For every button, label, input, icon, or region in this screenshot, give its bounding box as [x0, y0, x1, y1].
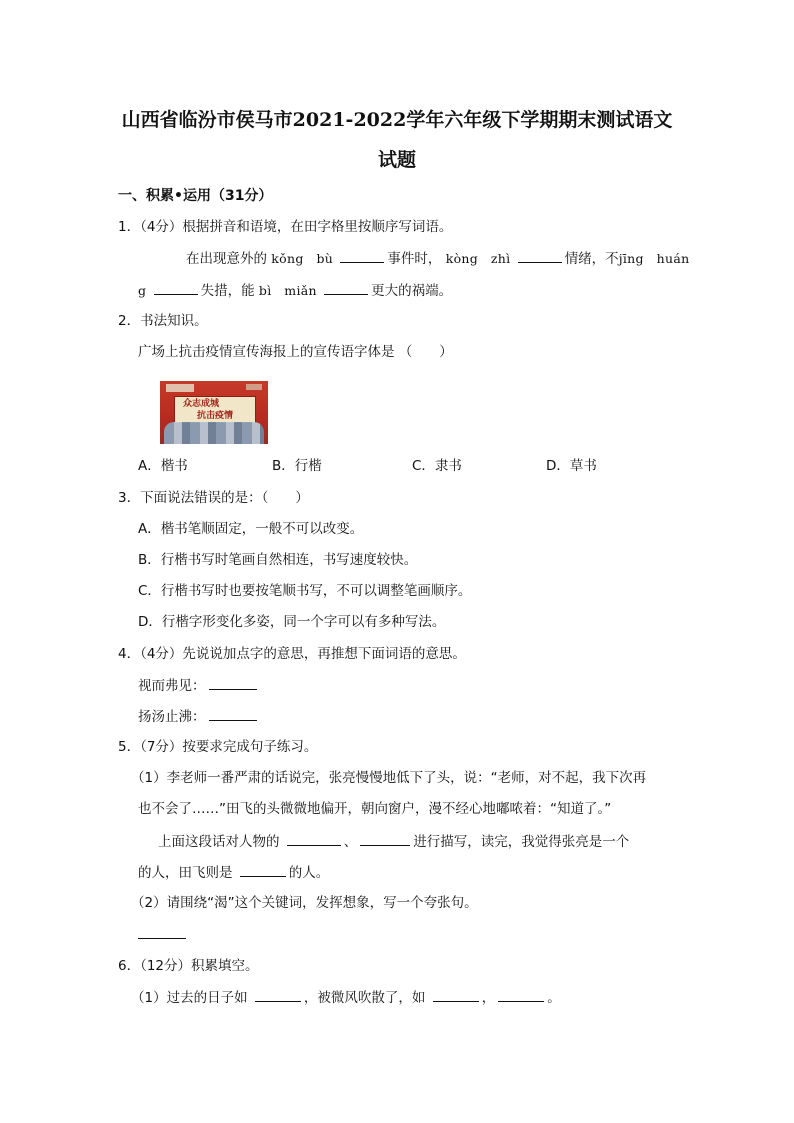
question-3-stem: 3．下面说法错误的是：（ ）: [118, 490, 309, 506]
q3-option-b[interactable]: B．行楷书写时笔画自然相连，书写速度较快。: [138, 552, 418, 568]
pinyin-jinghuang-end: g: [138, 283, 147, 298]
q6-text-a: （1）过去的日子如: [131, 990, 248, 1006]
option-b[interactable]: B．行楷: [272, 458, 322, 474]
question-2-text: 广场上抗击疫情宣传海报上的宣传语字体是 （ ）: [138, 344, 453, 360]
question-5-stem: 5．（7分）按要求完成句子练习。: [118, 739, 318, 755]
q5-part-2: （2）请围绕“渴”这个关键词，发挥想象，写一个夸张句。: [131, 895, 478, 911]
question-4-stem: 4．（4分）先说说加点字的意思，再推想下面词语的意思。: [118, 646, 466, 662]
question-1-line-1: [186, 249, 689, 268]
q6-text-d: 。: [547, 990, 561, 1006]
q5-fill-text-d: 的人。: [288, 865, 330, 881]
pinyin-jinghuang: jīng huán: [618, 251, 690, 266]
q3-option-a[interactable]: A．楷书笔顺固定，一般不可以改变。: [138, 521, 364, 537]
q3-option-c[interactable]: C．行楷书写时也要按笔顺书写，不可以调整笔画顺序。: [138, 583, 472, 599]
question-1-line-2: [138, 281, 452, 300]
poster-slogan-2: 抗击疫情: [197, 411, 234, 421]
answer-blank-3[interactable]: [154, 281, 198, 295]
option-d[interactable]: D．草书: [546, 458, 597, 474]
q1-text-a: 在出现意外的: [186, 251, 267, 267]
pinyin-kongbu: kǒng bù: [271, 251, 334, 266]
q5-fill-text-b: 进行描写，读完，我觉得张亮是一个: [413, 834, 630, 850]
q1-text-d: 失措，能: [200, 283, 255, 299]
q5-fill-text-a: 上面这段话对人物的: [158, 834, 280, 850]
q1-text-b: 事件时，: [387, 251, 442, 267]
answer-blank-1[interactable]: [340, 249, 384, 263]
question-2-stem: 2．书法知识。: [118, 313, 208, 329]
poster-image: [160, 381, 268, 444]
q4-word-2: [138, 707, 260, 726]
q6-answer-2[interactable]: [433, 988, 479, 1002]
option-c[interactable]: C．隶书: [412, 458, 462, 474]
q4-word-1: [138, 676, 260, 695]
q5-answer-3[interactable]: [240, 863, 286, 877]
poster-slogan-1: 众志成城: [183, 399, 220, 409]
option-a[interactable]: A．楷书: [138, 458, 188, 474]
q6-text-c: ，: [481, 990, 496, 1006]
poster-slogan-band: [174, 396, 256, 424]
answer-blank-4[interactable]: [324, 281, 368, 295]
q5-answer-2[interactable]: [360, 832, 410, 846]
poster-badge: [246, 384, 262, 390]
q5-fill-line-1: [158, 832, 629, 851]
q5-fill-text-c: 的人，田飞则是: [138, 865, 233, 881]
q4-word-1-label: 视而弗见：: [138, 678, 206, 694]
pinyin-kongzhi: kòng zhì: [445, 251, 511, 266]
document-title-line-2: 试题: [377, 149, 416, 171]
section-heading: 一、积累•运用（31分）: [118, 188, 273, 204]
q6-answer-1[interactable]: [255, 988, 301, 1002]
q3-option-d[interactable]: D．行楷字形变化多姿，同一个字可以有多种写法。: [138, 614, 446, 630]
q6-answer-3[interactable]: [498, 988, 544, 1002]
q6-line-1: [131, 988, 561, 1007]
poster-logo: [166, 384, 194, 392]
q5-fill-sep: 、: [343, 834, 358, 850]
q4-answer-2[interactable]: [209, 707, 257, 721]
question-1-stem: 1．（4分）根据拼音和语境，在田字格里按顺序写词语。: [118, 219, 453, 235]
question-6-stem: 6．（12分）积累填空。: [118, 958, 259, 974]
q5-answer-1[interactable]: [287, 832, 341, 846]
q5-part-2-answer-line: [138, 925, 189, 944]
q5-passage-line-1: （1）李老师一番严肃的话说完，张亮慢慢地低下了头，说：“老师，对不起，我下次再: [131, 770, 647, 786]
q5-answer-4[interactable]: [138, 925, 186, 939]
pinyin-bimian: bì miǎn: [258, 283, 317, 298]
poster-figures: [164, 422, 264, 444]
q6-text-b: ，被微风吹散了，如: [303, 990, 426, 1006]
q1-text-c: 情绪，不: [564, 251, 619, 267]
document-title-line-1: 山西省临汾市侯马市2021-2022学年六年级下学期期末测试语文: [121, 109, 673, 131]
q4-word-2-label: 扬汤止沸：: [138, 709, 206, 725]
q5-passage-line-2: 也不会了……”田飞的头微微地偏开，朝向窗户，漫不经心地嘟哝着：“知道了。”: [138, 801, 612, 817]
q4-answer-1[interactable]: [209, 676, 257, 690]
q1-text-e: 更大的祸端。: [371, 283, 453, 299]
q5-fill-line-2: [138, 863, 329, 882]
answer-blank-2[interactable]: [518, 249, 562, 263]
